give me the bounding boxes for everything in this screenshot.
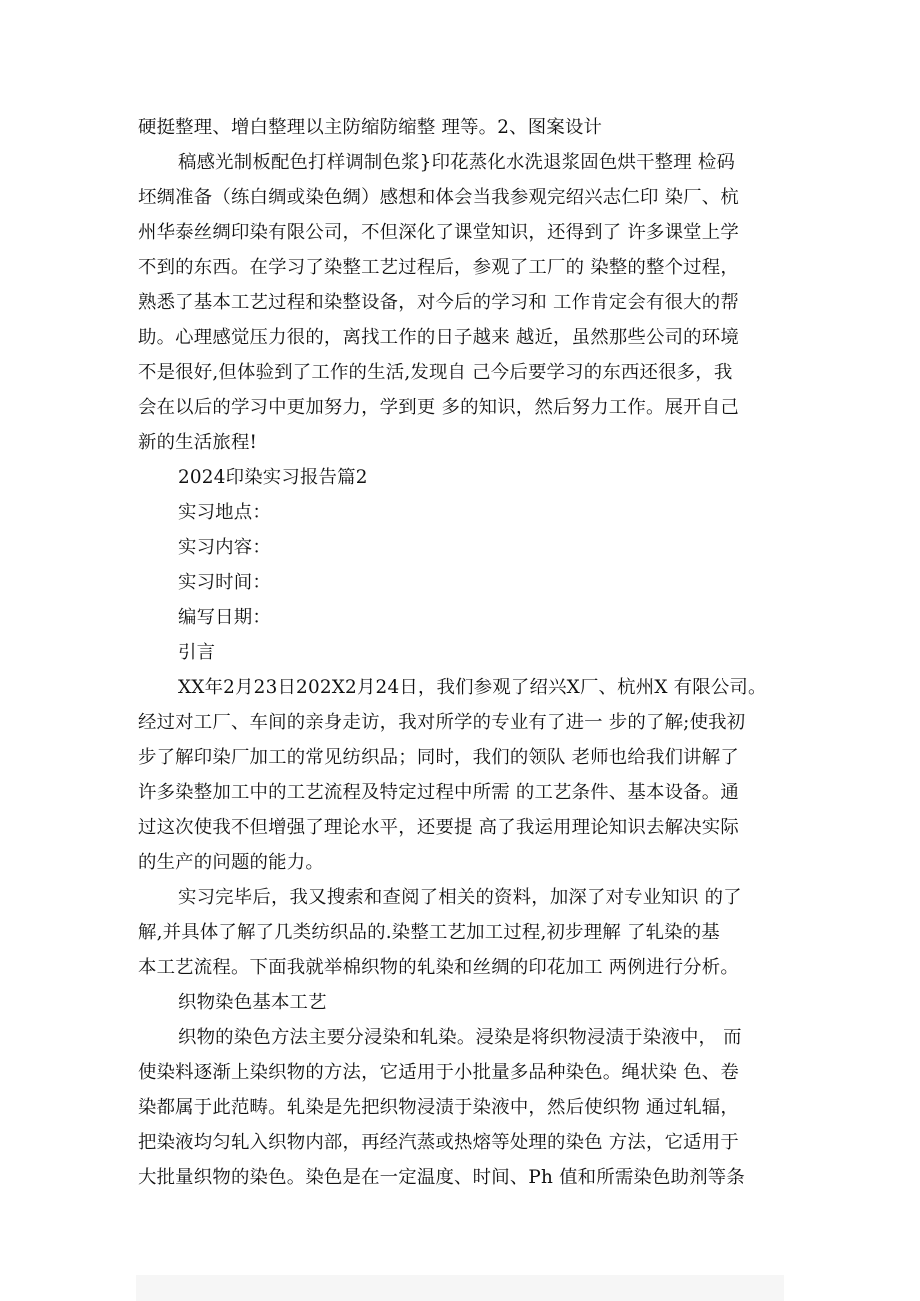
- text-line: 熟悉了基本工艺过程和染整设备，对今后的学习和 工作肯定会有很大的帮: [138, 292, 739, 313]
- text-line: 助。心理感觉压力很的，离找工作的日子越来 越近，虽然那些公司的环境: [138, 327, 739, 348]
- text-line: 坯绸准备（练白绸或染色绸）感想和体会当我参观完绍兴志仁印 染厂、杭: [138, 187, 739, 208]
- text-line: 2024印染实习报告篇2: [178, 467, 368, 488]
- text-line: 不到的东西。在学习了染整工艺过程后，参观了工厂的 染整的整个过程，: [138, 257, 739, 278]
- text-line: XX年2月23日202X2月24日，我们参观了绍兴X厂、杭州X 有限公司。: [178, 677, 767, 698]
- page-bottom-strip: [136, 1275, 784, 1301]
- text-line: 编写日期：: [178, 607, 271, 628]
- text-line: 解,并具体了解了几类纺织品的.染整工艺加工过程,初步理解 了轧染的基: [138, 922, 720, 943]
- text-line: 大批量织物的染色。染色是在一定温度、时间、Ph 值和所需染色助剂等条: [138, 1167, 745, 1188]
- text-line: 实习完毕后，我又搜索和查阅了相关的资料，加深了对专业知识 的了: [178, 887, 742, 908]
- text-line: 许多染整加工中的工艺流程及特定过程中所需 的工艺条件、基本设备。通: [138, 782, 739, 803]
- text-line: 实习内容：: [178, 537, 271, 558]
- text-line: 实习时间：: [178, 572, 271, 593]
- text-line: 稿感光制板配色打样调制色浆}印花蒸化水洗退浆固色烘干整理 检码: [178, 152, 736, 173]
- text-line: 经过对工厂、车间的亲身走访，我对所学的专业有了进一 步的了解;使我初: [138, 712, 746, 733]
- text-line: 会在以后的学习中更加努力，学到更 多的知识，然后努力工作。展开自己: [138, 397, 739, 418]
- text-line: 州华泰丝绸印染有限公司，不但深化了课堂知识，还得到了 许多课堂上学: [138, 222, 739, 243]
- text-line: 本工艺流程。下面我就举棉织物的轧染和丝绸的印花加工 两例进行分析。: [138, 957, 739, 978]
- text-line: 不是很好,但体验到了工作的生活,发现自 己今后要学习的东西还很多，我: [138, 362, 733, 383]
- text-line: 织物的染色方法主要分浸染和轧染。浸染是将织物浸渍于染液中， 而: [178, 1027, 742, 1048]
- document-body: [138, 110, 798, 1195]
- text-line: 染都属于此范畴。轧染是先把织物浸渍于染液中，然后使织物 通过轧辐，: [138, 1097, 739, 1118]
- text-line: 硬挺整理、增白整理以主防缩防缩整 理等。2、图案设计: [138, 117, 603, 138]
- text-line: 步了解印染厂加工的常见纺织品；同时，我们的领队 老师也给我们讲解了: [138, 747, 739, 768]
- text-line: 实习地点：: [178, 502, 271, 523]
- text-line: 的生产的问题的能力。: [138, 852, 324, 873]
- text-line: 新的生活旅程!: [138, 432, 258, 453]
- text-line: 过这次使我不但增强了理论水平，还要提 高了我运用理论知识去解决实际: [138, 817, 739, 838]
- text-line: 织物染色基本工艺: [178, 992, 327, 1013]
- text-line: 引言: [178, 642, 216, 663]
- text-line: 把染液均匀轧入织物内部，再经汽蒸或热熔等处理的染色 方法，它适用于: [138, 1132, 739, 1153]
- text-line: 使染料逐渐上染织物的方法，它适用于小批量多品种染色。绳状染 色、卷: [138, 1062, 739, 1083]
